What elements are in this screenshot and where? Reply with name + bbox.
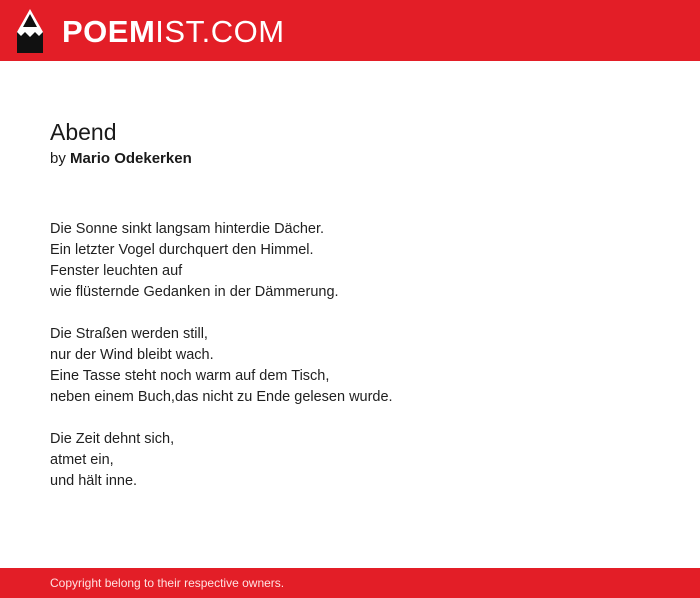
by-label: by	[50, 150, 66, 167]
site-logo-text	[62, 13, 285, 49]
poem-title: Abend	[50, 119, 117, 145]
poem-author: Mario Odekerken	[70, 150, 192, 167]
poem-line: Die Zeit dehnt sich,	[50, 431, 175, 447]
poem-stanza	[50, 324, 650, 408]
site-header	[0, 0, 700, 61]
poem-line: nur der Wind bleibt wach.	[50, 347, 214, 363]
poem-body	[50, 219, 650, 492]
pencil-logo-icon	[17, 9, 43, 53]
site-footer	[0, 568, 700, 598]
poem-line: und hält inne.	[50, 473, 138, 489]
poem-line: Die Sonne sinkt langsam hinterdie Dächer.	[50, 221, 325, 237]
logo-bold-text: POEM	[62, 13, 156, 49]
poem-line: atmet ein,	[50, 452, 114, 468]
poem-byline	[50, 149, 650, 169]
copyright-text: Copyright belong to their respective owners.	[50, 576, 285, 590]
logo-light-text: IST.COM	[155, 13, 285, 49]
poem-line: Fenster leuchten auf	[50, 263, 183, 279]
poem-line: neben einem Buch,das nicht zu Ende gelesen wurde.	[50, 389, 393, 405]
poem-stanza	[50, 219, 650, 303]
poem-line: Die Straßen werden still,	[50, 326, 208, 342]
poem-line: Ein letzter Vogel durchquert den Himmel.	[50, 242, 314, 258]
poem-content	[50, 117, 650, 513]
poem-line: wie flüsternde Gedanken in der Dämmerung.	[50, 284, 339, 300]
poem-line: Eine Tasse steht noch warm auf dem Tisch,	[50, 368, 330, 384]
site-logo-link[interactable]	[17, 8, 285, 54]
poem-stanza	[50, 429, 650, 492]
